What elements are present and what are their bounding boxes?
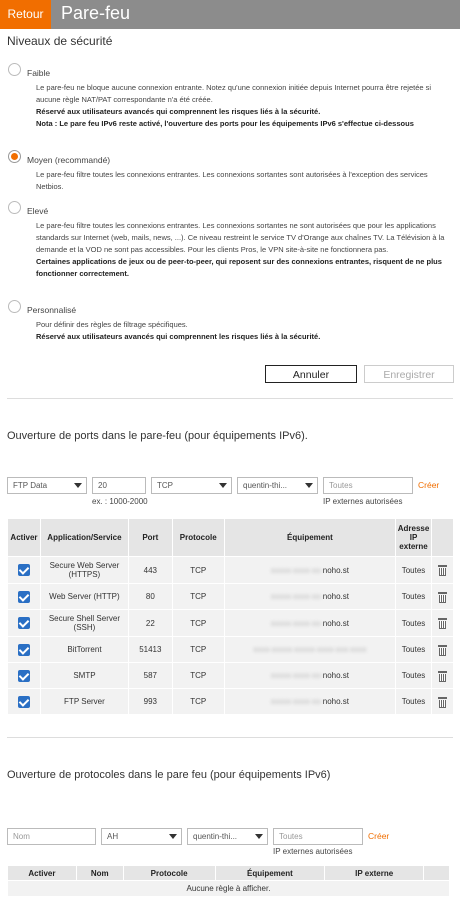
protocols-section-title: Ouverture de protocoles dans le pare feu (pour équipements IPv6) bbox=[7, 769, 331, 781]
protocols-table-header bbox=[8, 866, 450, 881]
protocol-ip-hint: IP externes autorisées bbox=[273, 847, 353, 856]
service-cell: Secure Shell Server (SSH) bbox=[40, 610, 128, 637]
chevron-down-icon bbox=[305, 483, 313, 488]
ip-cell: Toutes bbox=[396, 637, 432, 663]
service-cell: FTP Server bbox=[40, 689, 128, 715]
protocol-cell: TCP bbox=[172, 557, 224, 584]
device-blurred: xxxxx-xxxx-xx- bbox=[270, 671, 323, 680]
col-header: IP externe bbox=[325, 866, 424, 881]
service-cell: SMTP bbox=[40, 663, 128, 689]
port-cell: 587 bbox=[128, 663, 172, 689]
col-header: Activer bbox=[8, 519, 41, 557]
application-select[interactable] bbox=[7, 477, 87, 494]
service-cell: Secure Web Server (HTTPS) bbox=[40, 557, 128, 584]
empty-row bbox=[8, 881, 450, 897]
radio-label-eleve: Elevé bbox=[27, 206, 49, 216]
device-suffix: noho.st bbox=[322, 592, 349, 601]
ports-section-title: Ouverture de ports dans le pare-feu (pour équipements IPv6). bbox=[7, 430, 308, 442]
device-suffix: noho.st bbox=[322, 697, 349, 706]
chevron-down-icon bbox=[169, 834, 177, 839]
faible-note: Nota : Le pare feu IPv6 reste activé, l'ouverture des ports pour les équipements IPv6 s'effectue ci-dessous bbox=[36, 119, 414, 128]
ip-cell: Toutes bbox=[396, 557, 432, 584]
col-header: Port bbox=[128, 519, 172, 557]
protocol-ip-placeholder: Toutes bbox=[279, 832, 303, 841]
protocol-cell: TCP bbox=[172, 663, 224, 689]
protocol-device-value: quentin-thi... bbox=[193, 832, 238, 841]
col-header: Activer bbox=[8, 866, 77, 881]
protocol-select[interactable] bbox=[151, 477, 232, 494]
device-cell bbox=[224, 663, 395, 689]
port-cell: 22 bbox=[128, 610, 172, 637]
eleve-warning: Certaines applications de jeux ou de peer-to-peer, qui reposent sur des connexions entrantes, risquent de ne plus fonctionner correctement. bbox=[36, 257, 442, 278]
empty-message: Aucune règle à afficher. bbox=[8, 881, 450, 897]
eleve-text: Le pare-feu filtre toutes les connexions entrantes. Les connexions sortantes ne sont autorisées que pour les applications standards sur Internet (web, mails, news, ...). Ce niveau restreint le service TV d'Orange aux chaînes TV. La Télévision à la demande et la VOD ne sont pas accessibles. Pour les clients Pros, le VPN site-à-site ne fonctionnera pas. bbox=[36, 221, 445, 254]
device-blurred: xxxxx-xxxx-xx- bbox=[270, 565, 323, 575]
back-button[interactable]: Retour bbox=[0, 0, 51, 29]
device-cell bbox=[224, 610, 395, 637]
table-row bbox=[8, 689, 454, 715]
device-select-value: quentin-thi... bbox=[243, 481, 288, 490]
external-ip-input[interactable] bbox=[323, 477, 413, 494]
table-row bbox=[8, 637, 454, 663]
col-header: Protocole bbox=[172, 519, 224, 557]
col-header: Équipement bbox=[215, 866, 325, 881]
col-header-empty bbox=[432, 519, 454, 557]
radio-label-personnalise: Personnalisé bbox=[27, 305, 77, 315]
trash-icon[interactable] bbox=[438, 671, 447, 681]
table-row bbox=[8, 610, 454, 637]
ip-cell: Toutes bbox=[396, 663, 432, 689]
port-input[interactable] bbox=[92, 477, 146, 494]
ip-cell: Toutes bbox=[396, 610, 432, 637]
radio-faible[interactable] bbox=[8, 63, 21, 76]
application-select-value: FTP Data bbox=[13, 481, 48, 490]
protocol-cell: TCP bbox=[172, 584, 224, 610]
device-cell bbox=[224, 584, 395, 610]
col-header: Adresse IP externe bbox=[396, 519, 432, 557]
enable-checkbox[interactable] bbox=[18, 670, 30, 682]
protocol-cell: TCP bbox=[172, 610, 224, 637]
chevron-down-icon bbox=[255, 834, 263, 839]
device-suffix: noho.st bbox=[322, 565, 349, 575]
faible-description bbox=[36, 82, 446, 130]
protocol-type-select[interactable] bbox=[101, 828, 182, 845]
security-levels-title: Niveaux de sécurité bbox=[7, 34, 113, 48]
radio-label-moyen: Moyen (recommandé) bbox=[27, 155, 111, 165]
port-cell: 51413 bbox=[128, 637, 172, 663]
device-suffix: noho.st bbox=[322, 618, 349, 628]
device-blurred: xxxxx-xxxx-xx- bbox=[270, 618, 323, 628]
device-cell bbox=[224, 557, 395, 584]
port-hint: ex. : 1000-2000 bbox=[92, 497, 148, 506]
enable-checkbox[interactable] bbox=[18, 696, 30, 708]
device-blurred: xxxx-xxxxx-xxxxx-xxxx-xxx-xxxx bbox=[253, 645, 367, 654]
service-cell: Web Server (HTTP) bbox=[40, 584, 128, 610]
col-header: Équipement bbox=[224, 519, 395, 557]
trash-icon[interactable] bbox=[438, 592, 447, 602]
personnalise-description bbox=[36, 319, 446, 343]
divider bbox=[7, 398, 453, 399]
port-cell: 443 bbox=[128, 557, 172, 584]
protocol-cell: TCP bbox=[172, 689, 224, 715]
trash-icon[interactable] bbox=[438, 618, 447, 628]
device-suffix: noho.st bbox=[322, 671, 349, 680]
radio-label-faible: Faible bbox=[27, 68, 51, 78]
device-select[interactable] bbox=[237, 477, 318, 494]
port-cell: 993 bbox=[128, 689, 172, 715]
personnalise-warning: Réservé aux utilisateurs avancés qui comprennent les risques liés à la sécurité. bbox=[36, 332, 321, 341]
radio-moyen[interactable] bbox=[8, 150, 21, 163]
table-row bbox=[8, 557, 454, 584]
external-ip-hint: IP externes autorisées bbox=[323, 497, 403, 506]
protocol-select-value: TCP bbox=[157, 481, 173, 490]
chevron-down-icon bbox=[219, 483, 227, 488]
protocol-type-value: AH bbox=[107, 832, 119, 841]
cancel-button[interactable]: Annuler bbox=[265, 365, 357, 383]
radio-eleve[interactable] bbox=[8, 201, 21, 214]
port-input-value: 20 bbox=[98, 481, 107, 490]
protocol-device-select[interactable] bbox=[187, 828, 268, 845]
eleve-description bbox=[36, 220, 446, 280]
protocol-ip-input[interactable] bbox=[273, 828, 363, 845]
moyen-description bbox=[36, 169, 446, 193]
ports-table-header bbox=[8, 519, 454, 557]
device-cell bbox=[224, 637, 395, 663]
enable-checkbox[interactable] bbox=[18, 591, 30, 603]
ip-cell: Toutes bbox=[396, 584, 432, 610]
external-ip-placeholder: Toutes bbox=[329, 481, 353, 490]
create-protocol-rule-link[interactable]: Créer bbox=[368, 831, 390, 841]
trash-icon[interactable] bbox=[438, 697, 447, 707]
page-title: Pare-feu bbox=[61, 3, 131, 23]
device-cell bbox=[224, 689, 395, 715]
ports-table bbox=[7, 518, 454, 715]
radio-personnalise[interactable] bbox=[8, 300, 21, 313]
chevron-down-icon bbox=[74, 483, 82, 488]
trash-icon[interactable] bbox=[438, 565, 447, 575]
device-blurred: xxxxx-xxxx-xx- bbox=[270, 697, 323, 706]
ip-cell: Toutes bbox=[396, 689, 432, 715]
col-header: Nom bbox=[76, 866, 123, 881]
name-placeholder: Nom bbox=[13, 832, 30, 841]
faible-text: Le pare-feu ne bloque aucune connexion entrante. Notez qu'une connexion initiée depuis Internet pourra être rejetée si aucune règle NAT/PAT correspondante n'a été créée. bbox=[36, 83, 432, 104]
divider bbox=[7, 737, 453, 738]
moyen-text: Le pare-feu filtre toutes les connexions entrantes. Les connexions sortantes sont autorisées à l'exception des services Netbios. bbox=[36, 170, 428, 191]
col-header: Application/Service bbox=[40, 519, 128, 557]
trash-icon[interactable] bbox=[438, 645, 447, 655]
protocols-table bbox=[7, 865, 450, 897]
enable-checkbox[interactable] bbox=[18, 644, 30, 656]
table-row bbox=[8, 584, 454, 610]
enable-checkbox[interactable] bbox=[18, 617, 30, 629]
port-cell: 80 bbox=[128, 584, 172, 610]
col-header: Protocole bbox=[123, 866, 215, 881]
faible-warning: Réservé aux utilisateurs avancés qui comprennent les risques liés à la sécurité. bbox=[36, 107, 321, 116]
create-port-rule-link[interactable]: Créer bbox=[418, 480, 440, 490]
personnalise-text: Pour définir des règles de filtrage spécifiques. bbox=[36, 320, 188, 329]
device-blurred: xxxxx-xxxx-xx- bbox=[270, 592, 323, 601]
enable-checkbox[interactable] bbox=[18, 564, 30, 576]
service-cell: BitTorrent bbox=[40, 637, 128, 663]
protocol-cell: TCP bbox=[172, 637, 224, 663]
save-button[interactable]: Enregistrer bbox=[364, 365, 454, 383]
table-row bbox=[8, 663, 454, 689]
col-header-empty bbox=[424, 866, 450, 881]
name-input[interactable] bbox=[7, 828, 96, 845]
top-bar bbox=[0, 0, 460, 29]
